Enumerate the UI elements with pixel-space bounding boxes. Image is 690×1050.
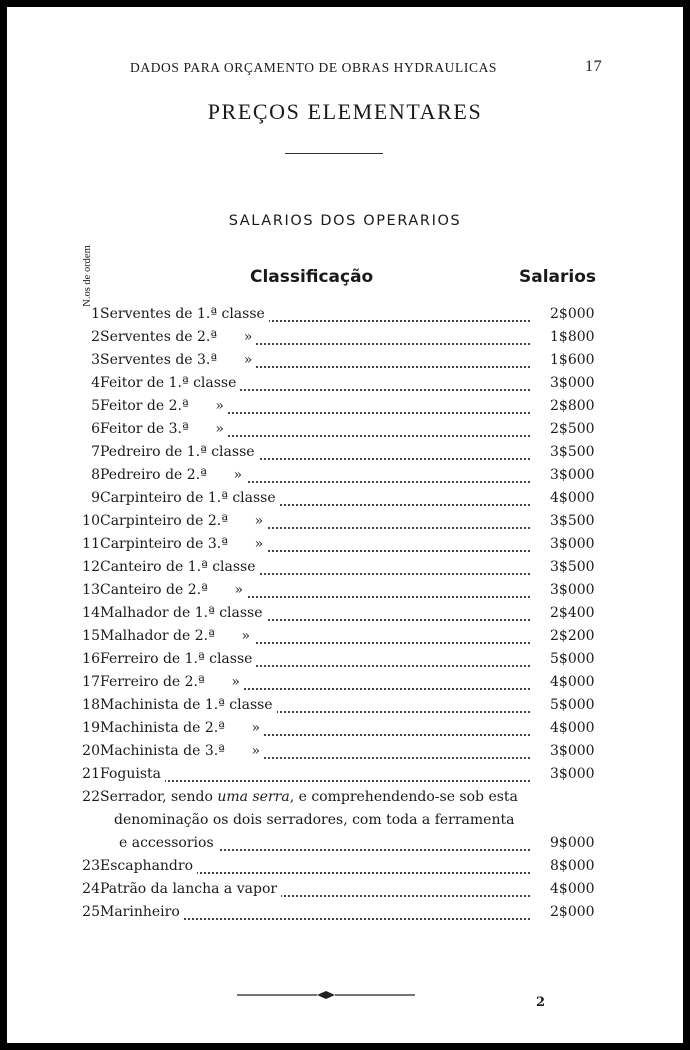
row-description: Pedreiro de 2.ª » bbox=[100, 467, 246, 483]
row-description-italic: uma serra bbox=[217, 789, 290, 805]
table-row bbox=[7, 694, 683, 716]
row-number: 24 bbox=[82, 881, 100, 897]
page-number: 17 bbox=[585, 58, 603, 75]
column-header-salaries: Salarios bbox=[519, 267, 597, 287]
row-salary: 2$500 bbox=[550, 421, 595, 437]
page-title: PREÇOS ELEMENTARES bbox=[207, 99, 483, 124]
row-description: Feitor de 3.ª » bbox=[100, 421, 228, 437]
signature-mark: 2 bbox=[536, 995, 546, 1010]
row-number: 8 bbox=[91, 467, 100, 483]
row-salary: 3$000 bbox=[550, 582, 595, 598]
table-row bbox=[7, 717, 683, 739]
row-salary: 1$800 bbox=[550, 329, 595, 345]
row-description-line3: e accessorios bbox=[119, 835, 218, 851]
row-number: 4 bbox=[91, 375, 100, 391]
row-description: Machinista de 2.ª » bbox=[100, 720, 264, 736]
row-salary: 2$200 bbox=[550, 628, 595, 644]
row-number: 17 bbox=[82, 674, 100, 690]
table-row bbox=[7, 510, 683, 532]
row-description: Ferreiro de 2.ª » bbox=[100, 674, 244, 690]
row-description: Canteiro de 2.ª » bbox=[100, 582, 247, 598]
row-number: 16 bbox=[82, 651, 100, 667]
table-row bbox=[7, 533, 683, 555]
table-row bbox=[7, 671, 683, 693]
row-description: Feitor de 1.ª classe bbox=[100, 375, 240, 391]
table-row bbox=[7, 326, 683, 348]
row-description: Marinheiro bbox=[100, 904, 184, 920]
table-row bbox=[7, 556, 683, 578]
row-salary: 3$500 bbox=[550, 513, 595, 529]
row-salary: 4$000 bbox=[550, 720, 595, 736]
row-salary: 2$400 bbox=[550, 605, 595, 621]
row-description: Machinista de 1.ª classe bbox=[100, 697, 277, 713]
table-row bbox=[7, 602, 683, 624]
row-salary: 5$000 bbox=[550, 697, 595, 713]
row-salary: 3$000 bbox=[550, 467, 595, 483]
row-description: Ferreiro de 1.ª classe bbox=[100, 651, 256, 667]
row-salary: 3$500 bbox=[550, 444, 595, 460]
row-number: 23 bbox=[82, 858, 100, 874]
row-salary: 3$000 bbox=[550, 743, 595, 759]
table-row bbox=[7, 625, 683, 647]
row-number: 7 bbox=[91, 444, 100, 460]
table-row bbox=[7, 579, 683, 601]
table-row bbox=[7, 464, 683, 486]
table-row bbox=[7, 349, 683, 371]
row-description: Machinista de 3.ª » bbox=[100, 743, 264, 759]
row-number: 11 bbox=[82, 536, 100, 552]
row-description: Carpinteiro de 1.ª classe bbox=[100, 490, 280, 506]
row-salary: 2$000 bbox=[550, 306, 595, 322]
table-row bbox=[7, 395, 683, 417]
row-salary: 3$000 bbox=[550, 375, 595, 391]
row-salary: 4$000 bbox=[550, 881, 595, 897]
row-salary: 3$000 bbox=[550, 536, 595, 552]
row-number: 12 bbox=[82, 559, 100, 575]
row-description: Canteiro de 1.ª classe bbox=[100, 559, 260, 575]
table-row bbox=[7, 418, 683, 440]
row-description: Serventes de 3.ª » bbox=[100, 352, 256, 368]
document-page bbox=[7, 7, 683, 1043]
table-row bbox=[7, 303, 683, 325]
table-row-continuation bbox=[7, 832, 683, 854]
table-row bbox=[7, 372, 683, 394]
title-rule bbox=[285, 153, 383, 154]
row-number: 2 bbox=[91, 329, 100, 345]
running-head bbox=[7, 56, 683, 78]
column-header-number-text: N.os de ordem bbox=[82, 245, 93, 307]
row-description: Serventes de 2.ª » bbox=[100, 329, 256, 345]
row-description: Malhador de 2.ª » bbox=[100, 628, 254, 644]
row-description-line2: denominação os dois serradores, com toda a ferramenta bbox=[114, 812, 515, 828]
row-salary: 2$800 bbox=[550, 398, 595, 414]
row-salary: 3$500 bbox=[550, 559, 595, 575]
row-number: 14 bbox=[82, 605, 100, 621]
row-description: Feitor de 2.ª » bbox=[100, 398, 228, 414]
row-number: 6 bbox=[91, 421, 100, 437]
column-header-number bbox=[63, 245, 113, 307]
row-description: Serventes de 1.ª classe bbox=[100, 306, 269, 322]
ornament-divider bbox=[237, 988, 415, 1002]
row-salary: 5$000 bbox=[550, 651, 595, 667]
row-number: 13 bbox=[82, 582, 100, 598]
table-row bbox=[7, 878, 683, 900]
row-number: 3 bbox=[91, 352, 100, 368]
row-description: Escaphandro bbox=[100, 858, 197, 874]
row-description: Pedreiro de 1.ª classe bbox=[100, 444, 259, 460]
row-salary: 9$000 bbox=[550, 835, 595, 851]
row-salary: 4$000 bbox=[550, 490, 595, 506]
row-number: 21 bbox=[82, 766, 100, 782]
row-salary: 2$000 bbox=[550, 904, 595, 920]
ornament-diamond bbox=[317, 991, 335, 999]
row-description: Carpinteiro de 2.ª » bbox=[100, 513, 267, 529]
table-row bbox=[7, 487, 683, 509]
table-row bbox=[7, 763, 683, 785]
table-row bbox=[7, 740, 683, 762]
table-row bbox=[7, 648, 683, 670]
table-row bbox=[7, 441, 683, 463]
table-row bbox=[7, 855, 683, 877]
table-row bbox=[7, 901, 683, 923]
column-header-classification: Classificação bbox=[250, 267, 374, 287]
row-salary: 1$600 bbox=[550, 352, 595, 368]
row-description: Foguista bbox=[100, 766, 165, 782]
row-number: 18 bbox=[82, 697, 100, 713]
row-number: 10 bbox=[82, 513, 100, 529]
row-number: 5 bbox=[91, 398, 100, 414]
row-description-line1b: , e comprehendendo-se sob esta bbox=[289, 789, 518, 805]
row-description: Carpinteiro de 3.ª » bbox=[100, 536, 267, 552]
row-number: 20 bbox=[82, 743, 100, 759]
row-description-line1a: Serrador, sendo bbox=[100, 789, 218, 805]
table-row-continuation bbox=[7, 809, 683, 831]
table-row bbox=[7, 786, 683, 808]
row-salary: 4$000 bbox=[550, 674, 595, 690]
row-number: 19 bbox=[82, 720, 100, 736]
row-number: 22 bbox=[82, 789, 100, 805]
row-number: 25 bbox=[82, 904, 100, 920]
row-description: Patrão da lancha a vapor bbox=[100, 881, 281, 897]
row-salary: 3$000 bbox=[550, 766, 595, 782]
section-title: SALARIOS DOS OPERARIOS bbox=[228, 213, 462, 229]
row-description: Malhador de 1.ª classe bbox=[100, 605, 267, 621]
row-number: 9 bbox=[91, 490, 100, 506]
running-title: DADOS PARA ORÇAMENTO DE OBRAS HYDRAULICAS bbox=[130, 60, 498, 75]
row-number: 15 bbox=[82, 628, 100, 644]
row-salary: 8$000 bbox=[550, 858, 595, 874]
row-number: 1 bbox=[91, 306, 100, 322]
